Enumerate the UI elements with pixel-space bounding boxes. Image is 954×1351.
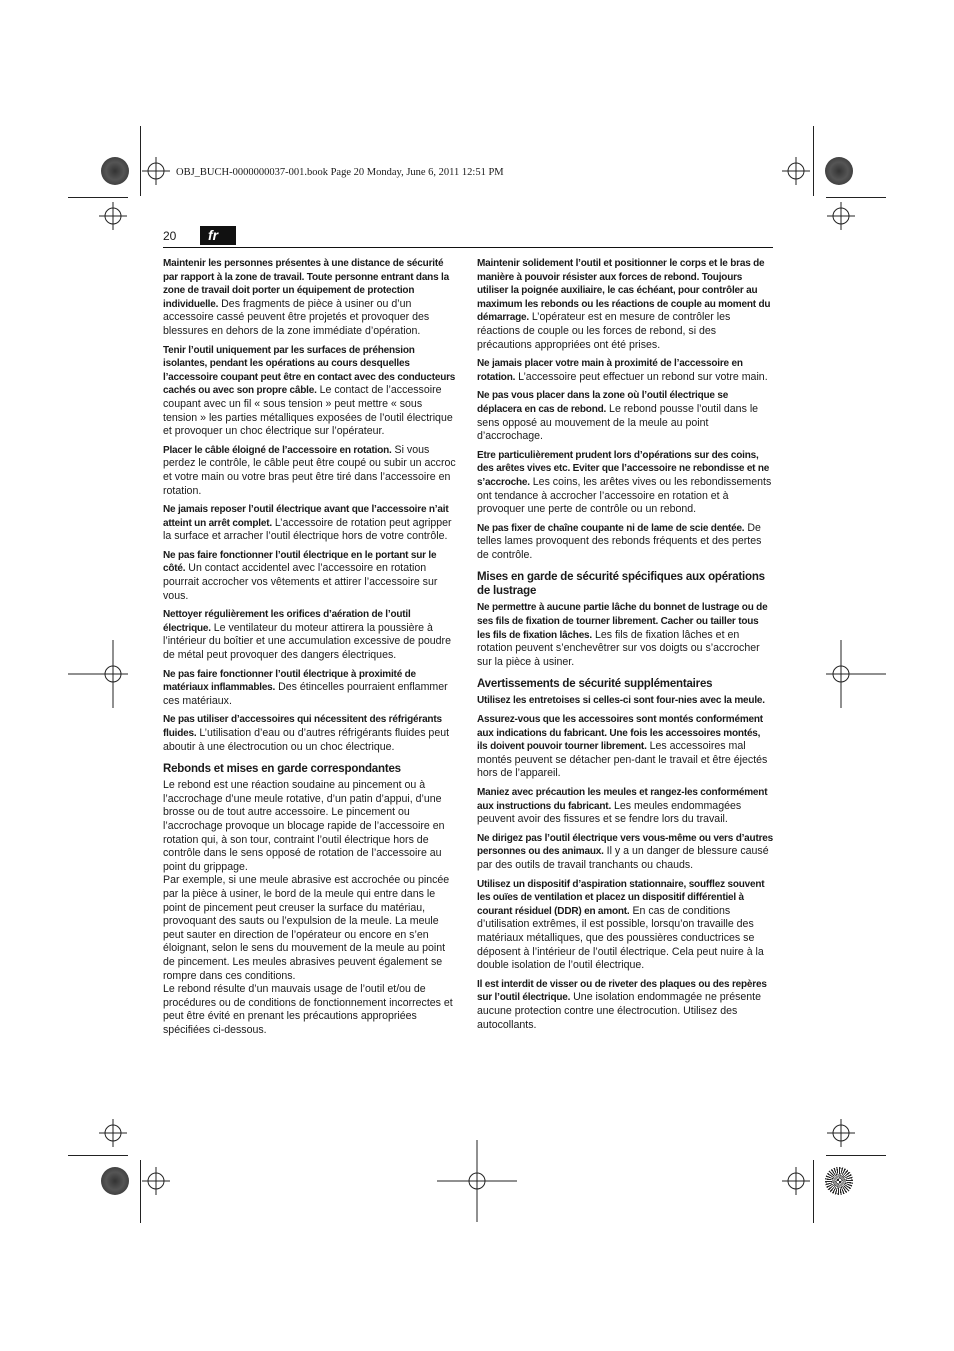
explanation-text: Les fils de fixation lâches et en rotation peuvent s’enchevêtrer sur vos doigts ou s’accrocher sur la pièce à usiner. [477, 628, 760, 668]
warning-text: Nettoyer régulièrement les orifices d’aération de l’outil électrique. [163, 609, 411, 634]
warning-text: Ne pas faire fonctionner l’outil électrique à proximité de matériaux inflammables. [163, 668, 416, 694]
warning-text: Ne pas faire fonctionner l’outil électrique en le portant sur le côté. [163, 549, 437, 575]
warning-text: Ne dirigez pas l’outil électrique vers vous-même ou vers d’autres personnes ou des animaux. [477, 832, 773, 858]
file-slug: OBJ_BUCH-0000000037-001.book Page 20 Monday, June 6, 2011 12:51 PM [176, 167, 504, 178]
warning-text: Ne pas fixer de chaîne coupante ni de lame de scie dentée. [477, 522, 745, 534]
crosshair-icon [782, 157, 810, 185]
safety-paragraph [477, 449, 773, 517]
explanation-text: L’accessoire de rotation peut agripper la surface et arracher l’outil électrique hors de votre contrôle. [163, 516, 452, 543]
warning-text: Ne pas utiliser d’accessoires qui nécessitent des réfrigérants fluides. [163, 714, 442, 739]
warning-text: Utilisez un dispositif d’aspiration stationnaire, soufflez souvent les ouïes de ventilation et placez un dispositif différentiel à courant résiduel (DDR) en amont. [477, 878, 765, 917]
explanation-text: Si vous perdez le contrôle, le câble peut être coupé ou subir un accroc et votre main ou votre bras peut être tiré dans l’accessoire en rotation. [163, 443, 456, 497]
warning-text: Ne jamais placer votre main à proximité de l’accessoire en rotation. [477, 358, 743, 383]
warning-text: Ne permettre à aucune partie lâche du bonnet de lustrage ou de ses fils de fixation de tourner librement. Cacher ou tailler tous les fils de fixation lâches. [477, 602, 768, 641]
explanation-text: Les coins, les arêtes vives ou les rebondissements ont tendance à accrocher l’accessoire en rotation et à provoquer une perte de contrôle ou un rebond. [477, 475, 772, 516]
safety-paragraph [163, 713, 459, 754]
body-paragraph: Le rebond est une réaction soudaine au pincement ou à l’accrochage d’une meule rotative, d’un patin d’appui, d’une brosse ou de tout autre accessoire. Le pincement ou l’accrochage provoque un blocage rapide de l’accessoire en rotation qui, à son tour, contraint l’outil électrique hors de contrôle dans le sens opposé de rotation de l’accessoire au point du grippage. [163, 779, 445, 873]
page-number: 20 [163, 229, 177, 243]
explanation-text: Il y a un danger de blessure causé par des outils de travail tranchants ou chauds. [477, 845, 769, 871]
safety-paragraph [163, 668, 459, 709]
explanation-text: Le contact de l’accessoire coupant avec un fil « sous tension » peut mettre « sous tension » les parties métalliques exposées de l’outil électrique et provoquer un choc électrique sur l’opérateur. [163, 384, 453, 438]
safety-paragraph [477, 978, 773, 1032]
section-heading: Rebonds et mises en garde correspondantes [163, 763, 401, 776]
warning-text: Assurez-vous que les accessoires sont montés conformément aux indications du fabricant. Une fois les accessoires montés, ils doivent pouvoir tourner librement. [477, 714, 763, 753]
safety-paragraph [477, 522, 773, 563]
explanation-text: L’accessoire peut effectuer un rebond sur votre main. [515, 370, 768, 383]
warning-text: Etre particulièrement prudent lors d’opérations sur des coins, des arêtes vives etc. Eviter que l’accessoire ne rebondisse et ne s’accroche. [477, 449, 770, 488]
safety-paragraph [163, 257, 459, 339]
explanation-text: En cas de conditions d’utilisation extrêmes, il est possible, lorsqu’on travaille des matériaux métalliques, que des poussières conductrices se déposent à l’intérieur de l’outil électrique. Cela peut nuire à la double isolation de l’outil électrique. [477, 904, 764, 972]
explanation-text: Les accessoires mal montés peuvent se détacher pen-dant le travail et être éjectés hors de l’appareil. [477, 740, 768, 780]
safety-paragraph [477, 601, 773, 669]
explanation-text: Des fragments de pièce à usiner ou d’un accessoire cassé peuvent être projetés et provoquer des blessures en dehors de la zone immédiate d’opération. [163, 297, 430, 337]
warning-text: Il est interdit de visser ou de riveter des plaques ou des repères sur l’outil électrique. [477, 978, 767, 1004]
safety-paragraph [477, 786, 773, 827]
crosshair-icon [142, 1167, 170, 1195]
warning-text: Utilisez les entretoises si celles-ci sont four-nies avec la meule. [477, 695, 765, 707]
safety-paragraph [477, 832, 773, 873]
explanation-text: Le ventilateur du moteur attirera la poussière à l’intérieur du boîtier et une accumulation excessive de poudre de métal peut provoquer des dangers électriques. [163, 621, 451, 662]
crosshair-icon [827, 202, 855, 230]
safety-paragraph [477, 694, 773, 708]
crosshair-icon [782, 1167, 810, 1195]
warning-text: Maintenir solidement l’outil et positionner le corps et le bras de manière à pouvoir résister aux forces de rebond. Toujours utiliser la poignée auxiliaire, le cas échéant, pour contrôler au maximum les rebonds ou les réactions de couple au moment du démarrage. [477, 258, 771, 324]
language-tab: fr [200, 226, 236, 245]
warning-text: Maintenir les personnes présentes à une distance de sécurité par rapport à la zone de travail. Toute personne entrant dans la zone de travail doit porter un équipement de protection individuelle. [163, 258, 449, 310]
warning-text: Ne pas vous placer dans la zone où l’outil électrique se déplacera en cas de rebond. [477, 390, 729, 415]
safety-paragraph [163, 503, 459, 544]
section-heading: Avertissements de sécurité supplémentaires [477, 678, 713, 691]
explanation-text: De telles lames provoquent des rebonds fréquents et des pertes de contrôle. [477, 521, 762, 561]
explanation-text: Les meules endommagées peuvent avoir des fissures et se fendre lors du travail. [477, 799, 742, 826]
explanation-text: L’utilisation d’eau ou d’autres réfrigérants fluides peut aboutir à une électrocution ou un choc électrique. [163, 727, 450, 753]
safety-paragraph [163, 344, 459, 439]
safety-paragraph [477, 878, 773, 973]
crosshair-icon [827, 1119, 855, 1147]
explanation-text: Une isolation endommagée ne présente aucune protection contre une électrocution. Utilisez des autocollants. [477, 991, 762, 1031]
warning-text: Placer le câble éloigné de l’accessoire en rotation. [163, 444, 392, 456]
header-rule [163, 247, 773, 248]
explanation-text: Des étincelles pourraient enflammer ces matériaux. [163, 681, 448, 707]
safety-paragraph [477, 713, 773, 781]
safety-paragraph [477, 357, 773, 384]
section-heading: Mises en garde de sécurité spécifiques aux opérations de lustrage [477, 571, 765, 598]
safety-paragraph [163, 444, 459, 498]
safety-paragraph [477, 389, 773, 443]
explanation-text: L’opérateur est en mesure de contrôler les réactions de couple ou les forces de rebond, si des précautions appropriées ont été prises. [477, 311, 731, 351]
explanation-text: Le rebond pousse l’outil dans le sens opposé au mouvement de la meule au point d’accrochage. [477, 402, 759, 443]
left-column [163, 257, 459, 1037]
warning-text: Maniez avec précaution les meules et rangez-les conformément aux instructions du fabricant. [477, 787, 768, 812]
safety-paragraph [163, 608, 459, 662]
crosshair-icon [142, 157, 170, 185]
body-paragraph: Par exemple, si une meule abrasive est accrochée ou pincée par la pièce à usiner, le bord de la meule qui entre dans le point de pincement peut creuser la surface du matériau, provoquant des sauts ou l’expulsion de la meule. La meule peut sauter en direction de l’opérateur ou encore en s’en éloignant, selon le sens du mouvement de la meule au point de pincement. Les meules abrasives peuvent également se rompre dans ces conditions. [163, 874, 450, 982]
crosshair-icon [99, 1119, 127, 1147]
right-column [477, 257, 773, 1037]
crosshair-icon [99, 202, 127, 230]
explanation-text: Un contact accidentel avec l’accessoire en rotation pourrait accrocher vos vêtements et attirer l’accessoire sur vous. [163, 562, 438, 602]
warning-text: Ne jamais reposer l’outil électrique avant que l’accessoire n’ait atteint un arrêt complet. [163, 504, 449, 529]
body-paragraph: Le rebond résulte d’un mauvais usage de l’outil et/ou de procédures ou de conditions de fonctionnement incorrectes et peut être évité en prenant les précautions appropriées spécifiées ci-dessous. [163, 983, 453, 1036]
safety-paragraph [163, 549, 459, 603]
safety-paragraph [477, 257, 773, 352]
warning-text: Tenir l’outil uniquement par les surfaces de préhension isolantes, pendant les opérations au cours desquelles l’accessoire coupant peut être en contact avec des conducteurs cachés ou avec son propre câble. [163, 344, 456, 397]
